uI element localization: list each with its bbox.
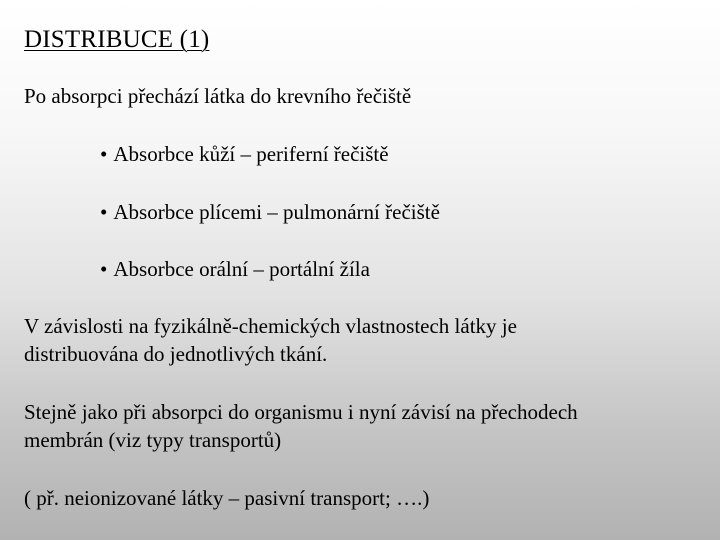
bullet-text: Absorbce kůží – periferní řečiště (113, 142, 389, 166)
paragraph-line: Stejně jako při absorpci do organismu i nyní závisí na přechodech (24, 400, 578, 424)
bullet-item-skin (100, 140, 389, 168)
paragraph-distribution (24, 312, 517, 368)
bullet-text: Absorbce plícemi – pulmonární řečiště (113, 200, 440, 224)
bullet-symbol: • (100, 200, 108, 224)
intro-text: Po absorpci přechází látka do krevního řečiště (24, 84, 412, 108)
bullet-text: Absorbce orální – portální žíla (113, 257, 370, 281)
paragraph-line: V závislosti na fyzikálně-chemických vlastnostech látky je (24, 314, 517, 338)
paragraph-example: ( př. neionizované látky – pasivní transport; ….) (24, 486, 430, 510)
paragraph-membranes (24, 398, 578, 454)
bullet-item-oral (100, 255, 370, 283)
bullet-symbol: • (100, 257, 108, 281)
paragraph-line: distribuována do jednotlivých tkání. (24, 342, 328, 366)
bullet-symbol: • (100, 142, 108, 166)
slide-title: DISTRIBUCE (1) (24, 26, 210, 53)
bullet-item-lungs (100, 198, 440, 226)
paragraph-line: membrán (viz typy transportů) (24, 428, 282, 452)
